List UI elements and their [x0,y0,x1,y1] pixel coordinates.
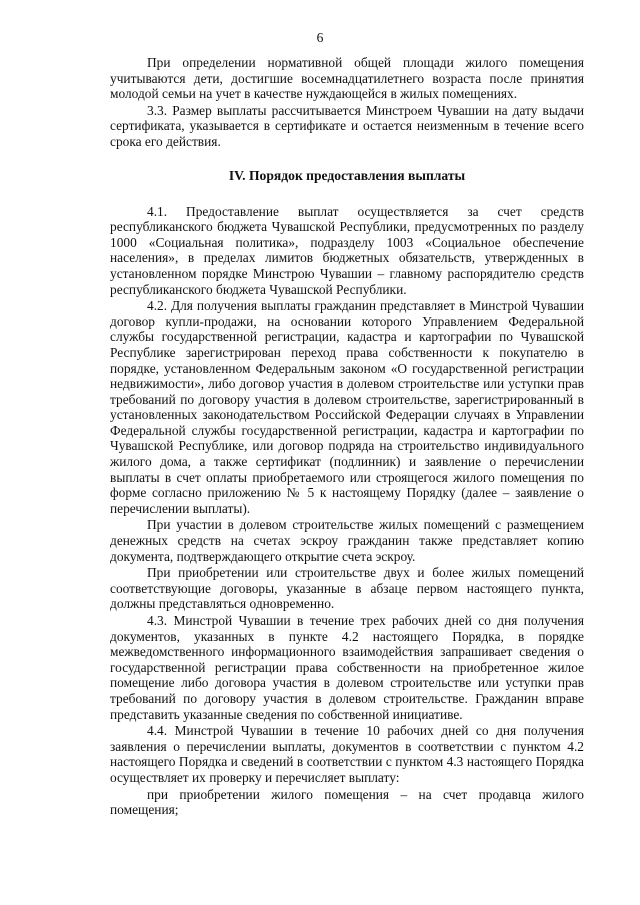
paragraph-area-calculation: При определении нормативной общей площади жилого помещения учитываются дети, достигшие восемнадцатилетнего возраста после принятия молодой семьи на учет в качестве нуждающейся в жилых помещениях. [110,55,584,102]
paragraph-4-1: 4.1. Предоставление выплат осуществляется за счет средств республиканского бюджета Чувашской Республики, предусмотренных по разделу 1000 «Социальная политика», подразделу 1003 «Социальное обеспечение населения», в пределах лимитов бюджетных обязательств, утвержденных в установленном порядке Минстрою Чувашии – главному распорядителю средств республиканского бюджета Чувашской Республики. [110,203,584,297]
paragraph-escrow: При участии в долевом строительстве жилых помещений с размещением денежных средств на счетах эскроу гражданин также представляет копию документа, подтверждающего открытие счета эскроу. [110,517,584,564]
paragraph-4-2: 4.2. Для получения выплаты гражданин представляет в Минстрой Чувашии договор купли-продажи, на основании которого Управлением Федеральной службы государственной регистрации, кадастра и картографии по Чувашской Республике зарегистрирован переход права собственности к покупателю в порядке, установленном Федеральным законом «О государственной регистрации недвижимости», либо договор участия в долевом строительстве или уступки прав требований по договору участия в долевом строительстве, зарегистрированный в установленных законодательством Российской Федерации случаях в Управлении Федеральной службы государственной регистрации, кадастра и картографии по Чувашской Республике, или договор подряда на строительство индивидуального жилого дома, а также сертификат (подлинник) и заявление о перечислении выплаты в счет оплаты приобретаемого или строящегося жилого помещения по форме согласно приложению № 5 к настоящему Порядку (далее – заявление о перечислении выплаты). [110,298,584,516]
paragraph-3-3: 3.3. Размер выплаты рассчитывается Минстроем Чувашии на дату выдачи сертификата, указывается в сертификате и остается неизменным в течение всего срока его действия. [110,102,584,149]
paragraph-purchase-seller: при приобретении жилого помещения – на счет продавца жилого помещения; [110,786,584,818]
paragraph-4-4: 4.4. Минстрой Чувашии в течение 10 рабочих дней со дня получения заявления о перечислении выплаты, документов в соответствии с пунктом 4.2 настоящего Порядка и сведений в соответствии с пунктом 4.3 настоящего Порядка осуществляет их проверку и перечисляет выплату: [110,723,584,785]
document-body [110,55,584,818]
section-heading: IV. Порядок предоставления выплаты [228,167,466,183]
paragraph-multiple-dwellings: При приобретении или строительстве двух и более жилых помещений соответствующие договоры, указанные в абзаце первом настоящего пункта, должны представляться одновременно. [110,565,584,612]
page-number: 6 [316,30,324,45]
paragraph-4-3: 4.3. Минстрой Чувашии в течение трех рабочих дней со дня получения документов, указанных в пункте 4.2 настоящего Порядка, в порядке межведомственного информационного взаимодействия запрашивает сведения о государственной регистрации права собственности на приобретенное жилое помещение либо договора участия в долевом строительстве или уступки прав требований по договору участия в долевом строительстве. Гражданин вправе представить указанные сведения по собственной инициативе. [110,613,584,722]
